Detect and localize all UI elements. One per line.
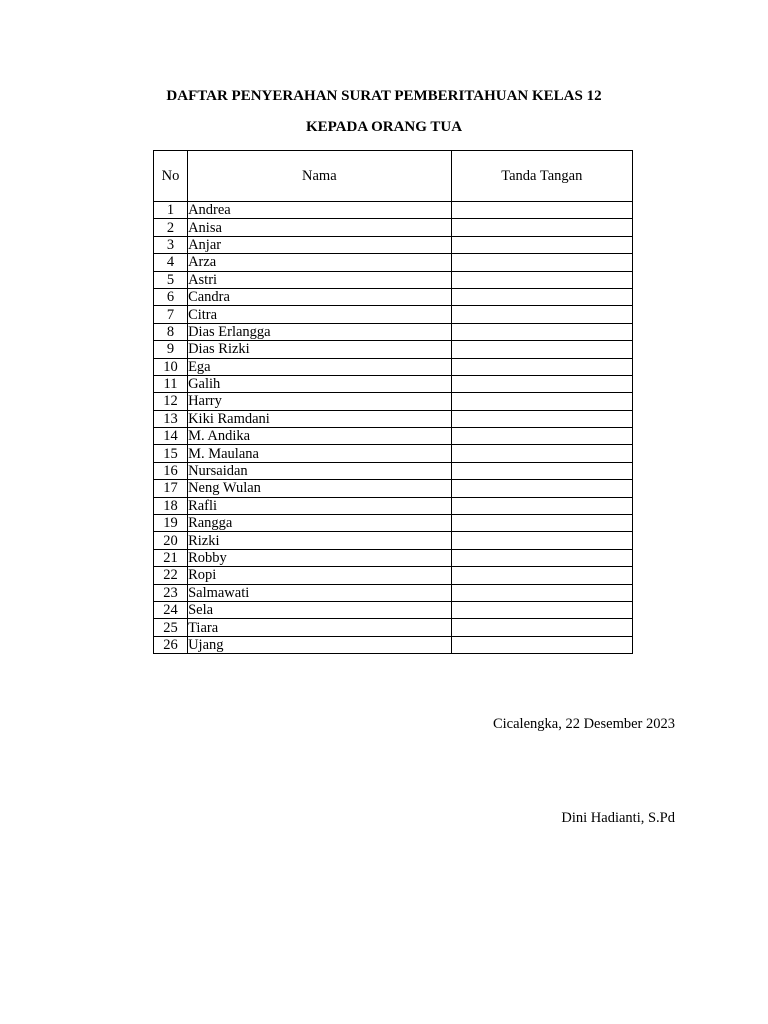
signature-cell[interactable] — [451, 462, 632, 479]
submission-table — [153, 150, 633, 654]
row-name: M. Andika — [188, 428, 452, 445]
place-date: Cicalengka, 22 Desember 2023 — [492, 716, 675, 732]
table-row — [154, 375, 633, 392]
row-name: Salmawati — [188, 584, 452, 601]
document-title: DAFTAR PENYERAHAN SURAT PEMBERITAHUAN KELAS 12 — [166, 88, 602, 104]
row-name: Kiki Ramdani — [188, 410, 452, 427]
table-row — [154, 254, 633, 271]
row-name: Harry — [188, 393, 452, 410]
signature-cell[interactable] — [451, 497, 632, 514]
row-number: 7 — [154, 306, 188, 323]
header-nama: Nama — [188, 151, 452, 202]
header-no: No — [154, 151, 188, 202]
table-row — [154, 428, 633, 445]
table-row — [154, 341, 633, 358]
signature-cell[interactable] — [451, 549, 632, 566]
table-header-row — [154, 151, 633, 202]
signature-cell[interactable] — [451, 202, 632, 219]
row-number: 6 — [154, 288, 188, 305]
table-row — [154, 306, 633, 323]
row-number: 26 — [154, 636, 188, 653]
signature-cell[interactable] — [451, 532, 632, 549]
signature-cell[interactable] — [451, 375, 632, 392]
row-name: Galih — [188, 375, 452, 392]
signature-cell[interactable] — [451, 584, 632, 601]
table-row — [154, 462, 633, 479]
signature-cell[interactable] — [451, 567, 632, 584]
signature-cell[interactable] — [451, 288, 632, 305]
row-name: Ujang — [188, 636, 452, 653]
table-row — [154, 445, 633, 462]
signature-cell[interactable] — [451, 306, 632, 323]
row-number: 4 — [154, 254, 188, 271]
signature-cell[interactable] — [451, 601, 632, 618]
row-name: Rizki — [188, 532, 452, 549]
row-name: Nursaidan — [188, 462, 452, 479]
row-name: Robby — [188, 549, 452, 566]
signature-cell[interactable] — [451, 428, 632, 445]
signature-cell[interactable] — [451, 323, 632, 340]
signer-name: Dini Hadianti, S.Pd — [561, 810, 675, 826]
table-row — [154, 584, 633, 601]
signature-cell[interactable] — [451, 341, 632, 358]
table-row — [154, 515, 633, 532]
table-row — [154, 323, 633, 340]
table-row — [154, 636, 633, 653]
table-row — [154, 480, 633, 497]
row-name: Dias Erlangga — [188, 323, 452, 340]
row-number: 18 — [154, 497, 188, 514]
row-number: 22 — [154, 567, 188, 584]
table-row — [154, 288, 633, 305]
row-name: Rangga — [188, 515, 452, 532]
row-number: 21 — [154, 549, 188, 566]
row-number: 17 — [154, 480, 188, 497]
row-name: Candra — [188, 288, 452, 305]
row-number: 3 — [154, 236, 188, 253]
table-row — [154, 202, 633, 219]
row-number: 8 — [154, 323, 188, 340]
row-number: 23 — [154, 584, 188, 601]
table-row — [154, 567, 633, 584]
signature-cell[interactable] — [451, 515, 632, 532]
table-row — [154, 358, 633, 375]
table-row — [154, 219, 633, 236]
table-row — [154, 619, 633, 636]
row-name: Astri — [188, 271, 452, 288]
row-name: M. Maulana — [188, 445, 452, 462]
row-number: 1 — [154, 202, 188, 219]
row-name: Rafli — [188, 497, 452, 514]
row-number: 11 — [154, 375, 188, 392]
row-number: 2 — [154, 219, 188, 236]
table-row — [154, 236, 633, 253]
signature-cell[interactable] — [451, 480, 632, 497]
signature-cell[interactable] — [451, 254, 632, 271]
signature-cell[interactable] — [451, 358, 632, 375]
document-subtitle: KEPADA ORANG TUA — [305, 119, 463, 135]
row-number: 19 — [154, 515, 188, 532]
table-row — [154, 410, 633, 427]
row-number: 10 — [154, 358, 188, 375]
row-name: Arza — [188, 254, 452, 271]
table-body — [154, 202, 633, 654]
row-name: Dias Rizki — [188, 341, 452, 358]
row-name: Andrea — [188, 202, 452, 219]
row-name: Neng Wulan — [188, 480, 452, 497]
row-name: Anisa — [188, 219, 452, 236]
row-name: Citra — [188, 306, 452, 323]
signature-cell[interactable] — [451, 236, 632, 253]
row-number: 25 — [154, 619, 188, 636]
signature-cell[interactable] — [451, 636, 632, 653]
row-number: 14 — [154, 428, 188, 445]
table-row — [154, 601, 633, 618]
signature-cell[interactable] — [451, 619, 632, 636]
row-name: Tiara — [188, 619, 452, 636]
row-number: 13 — [154, 410, 188, 427]
row-name: Ega — [188, 358, 452, 375]
row-number: 15 — [154, 445, 188, 462]
row-number: 5 — [154, 271, 188, 288]
table-row — [154, 271, 633, 288]
signature-cell[interactable] — [451, 219, 632, 236]
table-row — [154, 393, 633, 410]
row-number: 12 — [154, 393, 188, 410]
signature-cell[interactable] — [451, 445, 632, 462]
header-tanda-tangan: Tanda Tangan — [451, 151, 632, 202]
table-row — [154, 497, 633, 514]
row-name: Anjar — [188, 236, 452, 253]
signature-cell[interactable] — [451, 410, 632, 427]
row-number: 9 — [154, 341, 188, 358]
table-row — [154, 532, 633, 549]
signature-cell[interactable] — [451, 271, 632, 288]
table-row — [154, 549, 633, 566]
row-name: Ropi — [188, 567, 452, 584]
row-name: Sela — [188, 601, 452, 618]
row-number: 16 — [154, 462, 188, 479]
signature-cell[interactable] — [451, 393, 632, 410]
row-number: 20 — [154, 532, 188, 549]
row-number: 24 — [154, 601, 188, 618]
